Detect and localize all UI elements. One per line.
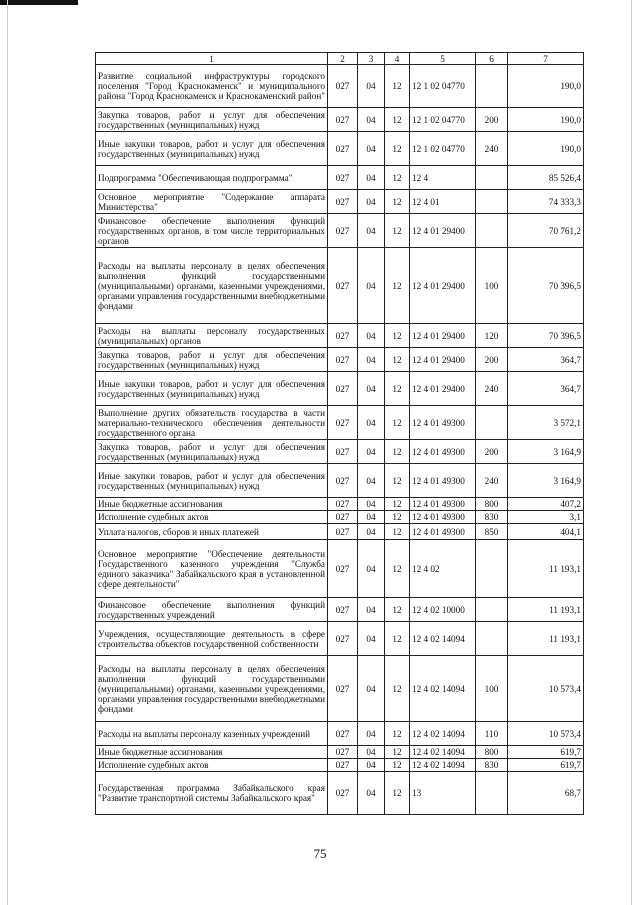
row-target-article: 12 4 01 29400: [410, 372, 476, 406]
row-section-code: 04: [358, 524, 385, 540]
row-amount: 70 396,5: [508, 248, 584, 324]
row-subsection-code: 12: [385, 498, 410, 511]
row-name: Иные закупки товаров, работ и услуг для обеспечения государственных (муниципальных) нужд: [96, 372, 328, 406]
row-target-article: 12 1 02 04770: [410, 108, 476, 132]
row-target-article: 12 4 01 29400: [410, 348, 476, 372]
row-name: Учреждения, осуществляющие деятельность в сфере строительства объектов государственной собственности: [96, 622, 328, 656]
row-target-article: 12 4 02 14094: [410, 722, 476, 746]
table-row: [96, 759, 584, 772]
row-amount: 3 164,9: [508, 464, 584, 498]
row-expense-type: 800: [476, 746, 508, 759]
row-name: Расходы на выплаты персоналу казенных учреждений: [96, 722, 328, 746]
table-row: [96, 656, 584, 722]
row-section-code: 04: [358, 746, 385, 759]
row-admin-code: 027: [328, 406, 358, 440]
row-subsection-code: 12: [385, 511, 410, 524]
row-amount: 190,0: [508, 65, 584, 108]
row-subsection-code: 12: [385, 348, 410, 372]
row-expense-type: 110: [476, 722, 508, 746]
row-section-code: 04: [358, 65, 385, 108]
row-target-article: 12 4 01 29400: [410, 248, 476, 324]
table-row: [96, 406, 584, 440]
row-target-article: 12 4 01 49300: [410, 511, 476, 524]
row-section-code: 04: [358, 656, 385, 722]
row-admin-code: 027: [328, 498, 358, 511]
table-row: [96, 190, 584, 214]
row-section-code: 04: [358, 372, 385, 406]
row-subsection-code: 12: [385, 324, 410, 348]
row-target-article: 12 4 01 49300: [410, 440, 476, 464]
row-amount: 619,7: [508, 746, 584, 759]
row-admin-code: 027: [328, 746, 358, 759]
row-admin-code: 027: [328, 524, 358, 540]
row-name: Уплата налогов, сборов и иных платежей: [96, 524, 328, 540]
table-row: [96, 214, 584, 248]
table-row: [96, 372, 584, 406]
table-row: [96, 540, 584, 598]
row-expense-type: 240: [476, 132, 508, 166]
row-name: Исполнение судебных актов: [96, 511, 328, 524]
row-subsection-code: 12: [385, 759, 410, 772]
row-section-code: 04: [358, 214, 385, 248]
row-name: Выполнение других обязательств государства в части материально-технического обеспечения деятельности государственного органа: [96, 406, 328, 440]
row-name: Исполнение судебных актов: [96, 759, 328, 772]
table-row: [96, 348, 584, 372]
header-col-1: 1: [96, 53, 328, 65]
header-col-4: 4: [385, 53, 410, 65]
row-admin-code: 027: [328, 348, 358, 372]
row-name: Финансовое обеспечение выполнения функций государственных органов, в том числе территориальных органов: [96, 214, 328, 248]
row-amount: 11 193,1: [508, 622, 584, 656]
row-admin-code: 027: [328, 540, 358, 598]
row-section-code: 04: [358, 759, 385, 772]
row-expense-type: [476, 190, 508, 214]
row-name: Иные закупки товаров, работ и услуг для обеспечения государственных (муниципальных) нужд: [96, 464, 328, 498]
row-subsection-code: 12: [385, 248, 410, 324]
row-amount: 11 193,1: [508, 598, 584, 622]
row-name: Развитие социальной инфраструктуры городского поселения "Город Краснокаменск" и муниципального района "Город Краснокаменск и Краснокаменский район": [96, 65, 328, 108]
table-row: [96, 324, 584, 348]
row-name: Финансовое обеспечение выполнения функций государственных учреждений: [96, 598, 328, 622]
row-expense-type: 200: [476, 348, 508, 372]
row-admin-code: 027: [328, 372, 358, 406]
table-row: [96, 464, 584, 498]
header-col-3: 3: [358, 53, 385, 65]
header-col-7: 7: [508, 53, 584, 65]
row-target-article: 12 4 01: [410, 190, 476, 214]
row-admin-code: 027: [328, 65, 358, 108]
row-expense-type: 830: [476, 759, 508, 772]
row-section-code: 04: [358, 406, 385, 440]
scan-left-edge: [7, 0, 8, 905]
row-section-code: 04: [358, 248, 385, 324]
row-subsection-code: 12: [385, 540, 410, 598]
budget-table: [95, 52, 584, 815]
row-name: Расходы на выплаты персоналу государственных (муниципальных) органов: [96, 324, 328, 348]
row-expense-type: 120: [476, 324, 508, 348]
row-name: Закупка товаров, работ и услуг для обеспечения государственных (муниципальных) нужд: [96, 440, 328, 464]
row-amount: 70 761,2: [508, 214, 584, 248]
header-col-2: 2: [328, 53, 358, 65]
row-expense-type: 100: [476, 248, 508, 324]
row-amount: 10 573,4: [508, 722, 584, 746]
row-section-code: 04: [358, 464, 385, 498]
row-amount: 407,2: [508, 498, 584, 511]
table-row: [96, 524, 584, 540]
table-header: [96, 53, 584, 65]
row-section-code: 04: [358, 108, 385, 132]
row-section-code: 04: [358, 722, 385, 746]
row-amount: 364,7: [508, 372, 584, 406]
table-row: [96, 132, 584, 166]
row-section-code: 04: [358, 348, 385, 372]
row-name: Основное мероприятие "Обеспечение деятельности Государственного казенного учреждения "Служба единого заказчика" Забайкальского края в установленной сфере деятельности": [96, 540, 328, 598]
row-admin-code: 027: [328, 248, 358, 324]
row-expense-type: [476, 406, 508, 440]
row-expense-type: 850: [476, 524, 508, 540]
row-subsection-code: 12: [385, 166, 410, 190]
row-target-article: 12 1 02 04770: [410, 65, 476, 108]
row-expense-type: [476, 166, 508, 190]
scan-top-mark: [0, 0, 78, 5]
row-admin-code: 027: [328, 166, 358, 190]
table-body: [96, 65, 584, 815]
row-section-code: 04: [358, 132, 385, 166]
scan-right-edge: [631, 0, 632, 905]
row-subsection-code: 12: [385, 190, 410, 214]
row-target-article: 12 4 01 29400: [410, 324, 476, 348]
row-admin-code: 027: [328, 132, 358, 166]
table-row: [96, 65, 584, 108]
row-amount: 619,7: [508, 759, 584, 772]
row-amount: 10 573,4: [508, 656, 584, 722]
table-row: [96, 440, 584, 464]
row-amount: 85 526,4: [508, 166, 584, 190]
row-subsection-code: 12: [385, 440, 410, 464]
table-row: [96, 511, 584, 524]
row-expense-type: 200: [476, 108, 508, 132]
row-admin-code: 027: [328, 511, 358, 524]
row-amount: 70 396,5: [508, 324, 584, 348]
row-section-code: 04: [358, 540, 385, 598]
row-section-code: 04: [358, 772, 385, 815]
row-subsection-code: 12: [385, 372, 410, 406]
row-amount: 364,7: [508, 348, 584, 372]
row-admin-code: 027: [328, 214, 358, 248]
row-target-article: 12 4: [410, 166, 476, 190]
row-subsection-code: 12: [385, 406, 410, 440]
row-subsection-code: 12: [385, 65, 410, 108]
row-admin-code: 027: [328, 108, 358, 132]
row-admin-code: 027: [328, 324, 358, 348]
row-expense-type: 800: [476, 498, 508, 511]
row-target-article: 12 1 02 04770: [410, 132, 476, 166]
row-expense-type: 240: [476, 464, 508, 498]
row-expense-type: 200: [476, 440, 508, 464]
row-subsection-code: 12: [385, 214, 410, 248]
row-amount: 68,7: [508, 772, 584, 815]
row-target-article: 12 4 02 14094: [410, 746, 476, 759]
row-expense-type: 830: [476, 511, 508, 524]
table-row: [96, 722, 584, 746]
row-target-article: 12 4 01 49300: [410, 406, 476, 440]
row-expense-type: [476, 598, 508, 622]
page-number: 75: [313, 846, 327, 861]
table-row: [96, 746, 584, 759]
row-subsection-code: 12: [385, 656, 410, 722]
row-expense-type: [476, 540, 508, 598]
row-expense-type: 100: [476, 656, 508, 722]
row-admin-code: 027: [328, 722, 358, 746]
row-name: Иные бюджетные ассигнования: [96, 498, 328, 511]
table-row: [96, 248, 584, 324]
row-expense-type: [476, 622, 508, 656]
row-name: Закупка товаров, работ и услуг для обеспечения государственных (муниципальных) нужд: [96, 108, 328, 132]
row-subsection-code: 12: [385, 722, 410, 746]
row-target-article: 12 4 01 49300: [410, 498, 476, 511]
row-section-code: 04: [358, 511, 385, 524]
row-subsection-code: 12: [385, 132, 410, 166]
row-name: Государственная программа Забайкальского края "Развитие транспортной системы Забайкальского края": [96, 772, 328, 815]
row-expense-type: [476, 772, 508, 815]
row-admin-code: 027: [328, 656, 358, 722]
row-section-code: 04: [358, 166, 385, 190]
row-target-article: 12 4 02 14094: [410, 759, 476, 772]
row-target-article: 12 4 02: [410, 540, 476, 598]
row-target-article: 13: [410, 772, 476, 815]
table-row: [96, 772, 584, 815]
row-section-code: 04: [358, 622, 385, 656]
row-admin-code: 027: [328, 190, 358, 214]
header-col-6: 6: [476, 53, 508, 65]
row-admin-code: 027: [328, 598, 358, 622]
table-row: [96, 166, 584, 190]
row-subsection-code: 12: [385, 598, 410, 622]
row-name: Закупка товаров, работ и услуг для обеспечения государственных (муниципальных) нужд: [96, 348, 328, 372]
row-admin-code: 027: [328, 622, 358, 656]
row-name: Иные бюджетные ассигнования: [96, 746, 328, 759]
table-row: [96, 498, 584, 511]
row-amount: 404,1: [508, 524, 584, 540]
row-section-code: 04: [358, 190, 385, 214]
row-target-article: 12 4 02 10000: [410, 598, 476, 622]
row-section-code: 04: [358, 440, 385, 464]
row-name: Расходы на выплаты персоналу в целях обеспечения выполнения функций государственными (муниципальными) органами, казенными учреждениями, органами управления государственными внебюджетными фондами: [96, 656, 328, 722]
row-expense-type: [476, 65, 508, 108]
row-name: Подпрограмма "Обеспечивающая подпрограмма": [96, 166, 328, 190]
row-amount: 11 193,1: [508, 540, 584, 598]
table-row: [96, 598, 584, 622]
row-subsection-code: 12: [385, 772, 410, 815]
row-subsection-code: 12: [385, 746, 410, 759]
row-amount: 190,0: [508, 108, 584, 132]
row-subsection-code: 12: [385, 108, 410, 132]
row-amount: 3,1: [508, 511, 584, 524]
row-name: Иные закупки товаров, работ и услуг для обеспечения государственных (муниципальных) нужд: [96, 132, 328, 166]
header-row: [96, 53, 584, 65]
row-amount: 3 164,9: [508, 440, 584, 464]
row-amount: 3 572,1: [508, 406, 584, 440]
row-subsection-code: 12: [385, 464, 410, 498]
row-name: Расходы на выплаты персоналу в целях обеспечения выполнения функций государственными (муниципальными) органами, казенными учреждениями, органами управления государственными внебюджетными фондами: [96, 248, 328, 324]
row-admin-code: 027: [328, 759, 358, 772]
row-admin-code: 027: [328, 464, 358, 498]
row-target-article: 12 4 01 49300: [410, 464, 476, 498]
row-expense-type: [476, 214, 508, 248]
row-target-article: 12 4 01 49300: [410, 524, 476, 540]
row-amount: 190,0: [508, 132, 584, 166]
row-section-code: 04: [358, 498, 385, 511]
row-section-code: 04: [358, 598, 385, 622]
row-target-article: 12 4 01 29400: [410, 214, 476, 248]
row-section-code: 04: [358, 324, 385, 348]
header-col-5: 5: [410, 53, 476, 65]
table-row: [96, 108, 584, 132]
row-subsection-code: 12: [385, 622, 410, 656]
row-target-article: 12 4 02 14094: [410, 656, 476, 722]
row-expense-type: 240: [476, 372, 508, 406]
row-admin-code: 027: [328, 772, 358, 815]
row-name: Основное мероприятие "Содержание аппарата Министерства": [96, 190, 328, 214]
row-admin-code: 027: [328, 440, 358, 464]
row-subsection-code: 12: [385, 524, 410, 540]
table-row: [96, 622, 584, 656]
row-target-article: 12 4 02 14094: [410, 622, 476, 656]
row-amount: 74 333,3: [508, 190, 584, 214]
